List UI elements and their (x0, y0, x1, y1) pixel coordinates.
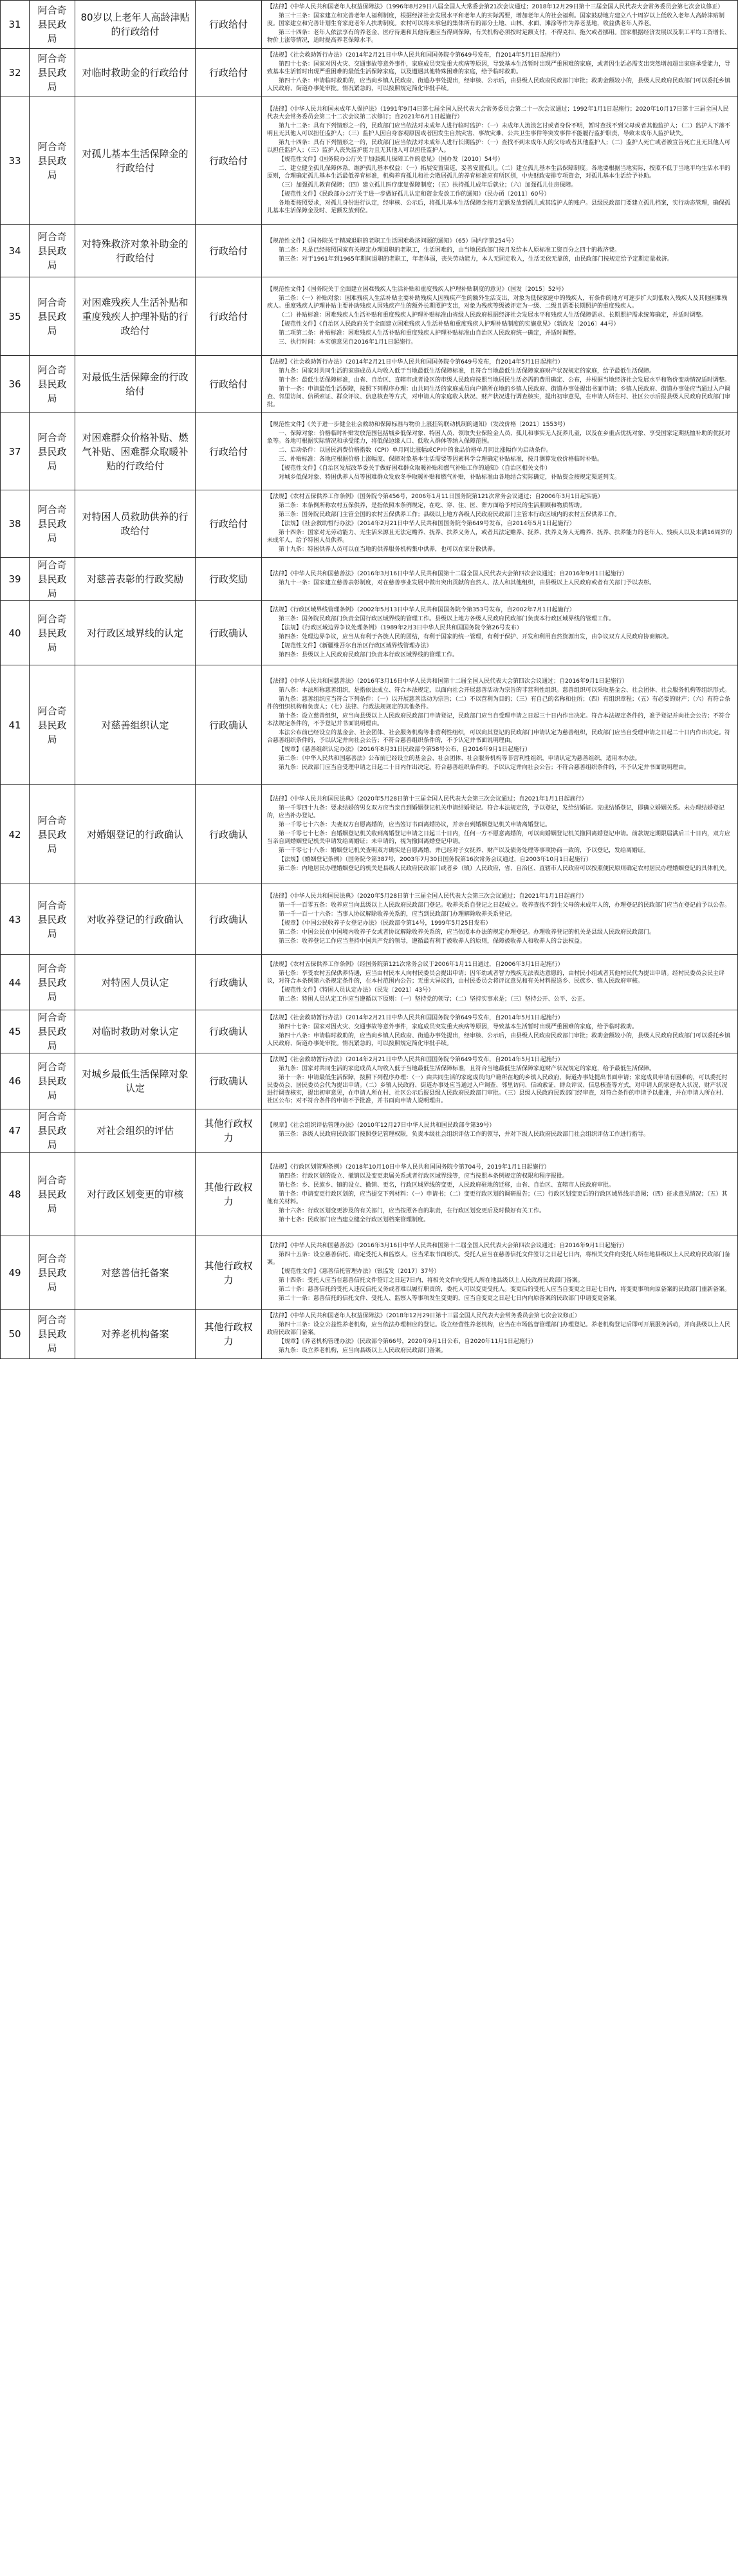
legal-basis-paragraph: 【法律】《中华人民共和国未成年人保护法》（1991年9月4日第七届全国人民代表大会常务委员会第二十一次会议通过；1992年1月1日起施行；2020年10月17日第十三届全国人民代表大会常务委员会第二十二次会议第二次修订；自2021年6月1日起施行） (267, 106, 729, 120)
legal-basis-paragraph: 【法律】《中华人民共和国慈善法》（2016年3月16日中华人民共和国第十二届全国人民代表大会第四次会议通过；自2016年9月1日起施行） (267, 1242, 628, 1249)
legal-basis-cell (262, 1053, 738, 1109)
power-type: 行政给付 (196, 490, 262, 558)
table-row (1, 413, 738, 490)
legal-basis-cell (262, 1010, 738, 1053)
legal-basis-paragraph: 第九条：国家对共同生活的家庭成员人均收入低于当地最低生活保障标准，且符合当地最低生活保障家庭财产状况规定的家庭，给予最低生活保障。 (279, 368, 656, 375)
department-name: 阿合奇县民政局 (30, 413, 75, 490)
legal-basis-paragraph: 第一千一百一十六条：当事人协议解除收养关系的，应当到民政部门办理解除收养关系登记。 (279, 911, 517, 918)
legal-basis-cell (262, 49, 738, 97)
legal-basis-paragraph: 【法规】《行政区域边界争议处理条例》（1989年2月3日中华人民共和国国务院令第26号发布） (279, 624, 522, 631)
row-number: 46 (1, 1053, 30, 1109)
power-type: 行政给付 (196, 49, 262, 97)
legal-basis-paragraph: 对城乡低保对象、特困供养人员等困难群众发放冬季取暖补贴和燃气补贴，补贴标准由各地结合实际确定，补贴资金按规定渠道列支。 (279, 474, 621, 481)
legal-basis-paragraph: 【法律】《中华人民共和国慈善法》（2016年3月16日中华人民共和国第十二届全国人民代表大会第四次会议通过；自2016年9月1日起施行） (267, 571, 628, 577)
table-row (1, 1010, 738, 1053)
department-name: 阿合奇县民政局 (30, 601, 75, 665)
department-name: 阿合奇县民政局 (30, 1153, 75, 1236)
legal-basis-paragraph: 第四十五条：设立慈善信托、确定受托人和监察人，应当采取书面形式。受托人应当在慈善信托文件签订之日起七日内，将相关文件向受托人所在地县级以上人民政府民政部门备案。 (267, 1251, 731, 1266)
department-name: 阿合奇县民政局 (30, 1236, 75, 1310)
legal-basis-paragraph: 【法律】《中华人民共和国慈善法》（2016年3月16日中华人民共和国第十二届全国人民代表大会第四次会议通过；自2016年9月1日起施行） (267, 678, 628, 685)
legal-basis-paragraph: 【法律】《中华人民共和国老年人权益保障法》（1996年8月29日八届全国人大常委会第21次会议通过；2018年12月29日第十三届全国人民代表大会常务委员会第七次会议修正） (267, 4, 724, 10)
legal-basis-paragraph: 第十七条：民政部门应当建立健全行政区划档案管理制度。 (279, 1216, 430, 1223)
legal-basis-paragraph: 【规范性文件】《自治区发展改革委关于做好困难群众取暖补贴和燃气补贴工作的通知》（自治区相关文件） (279, 465, 551, 472)
legal-basis-paragraph: 第四条：处理边界争议，应当从有利于各族人民的团结，有利于国家的统一管理，有利于保护、开发和利用自然资源出发，由争议双方人民政府协商解决。 (279, 633, 673, 640)
legal-basis-cell (262, 356, 738, 413)
legal-basis-paragraph: 【规范性文件】《自治区人民政府关于全面建立困难残疾人生活补贴和重度残疾人护理补贴制度的实施意见》（新政发〔2016〕44号） (279, 320, 620, 328)
table-row (1, 1153, 738, 1236)
legal-basis-paragraph: 第四十八条：申请临时救助的，应当向乡镇人民政府、街道办事处提出，经审核、公示后，由县级人民政府民政部门审批；救助金额较小的，县级人民政府民政部门可以委托乡镇人民政府、街道办事处审批。情况紧急的，可以按照规定简化审批手续。 (267, 78, 731, 92)
table-row (1, 1236, 738, 1310)
legal-basis-paragraph: 【规范性文件】《特困人员认定办法》（民发〔2021〕43号） (279, 987, 434, 994)
row-number: 50 (1, 1310, 30, 1359)
legal-basis-paragraph: 【法规】《行政区域界线管理条例》（2002年5月13日中华人民共和国国务院令第353号发布，自2002年7月1日起施行） (267, 606, 575, 613)
power-item-name: 对养老机构备案 (75, 1310, 196, 1359)
row-number: 33 (1, 97, 30, 225)
legal-basis-cell (262, 1109, 738, 1153)
table-row (1, 601, 738, 665)
legal-basis-paragraph: 第十条：申请变更行政区划的，应当提交下列材料：（一）申请书；（二）变更行政区划的调研报告；（三）行政区划变更后的行政区域界线示意图；（四）征求意见情况；（五）其他有关材料。 (267, 1191, 728, 1205)
legal-basis-paragraph: 【法规】《农村五保供养工作条例》（国务院令第456号，2006年1月11日国务院第121次常务会议通过；自2006年3月1日起实施） (267, 494, 604, 500)
row-number: 47 (1, 1109, 30, 1153)
legal-basis-cell (262, 955, 738, 1010)
legal-basis-paragraph: 二、启动条件：以居民消费价格指数（CPI）单月同比涨幅或CPI中的食品价格单月同比涨幅作为启动条件。 (279, 447, 552, 454)
table-row (1, 1053, 738, 1109)
legal-basis-paragraph: 第九十一条：国家建立慈善表彰制度，对在慈善事业发展中做出突出贡献的自然人、法人和其他组织，由县级以上人民政府或者有关部门予以表彰。 (279, 580, 656, 586)
legal-basis-paragraph: 一、保障对象：价格临时补贴发放范围包括城乡低保对象、特困人员、领取失业保险金人员、孤儿和事实无人抚养儿童，以及在乡重点优抚对象、享受国家定期抚恤补助的优抚对象等。各地可根据实际情况和承受能力，将低保边缘人口、低收入群体等纳入保障范围。 (267, 430, 731, 445)
row-number: 34 (1, 225, 30, 277)
legal-basis-paragraph: 第一千零七十六条：夫妻双方自愿离婚的，应当签订书面离婚协议，并亲自到婚姻登记机关申请离婚登记。 (279, 821, 551, 828)
legal-basis-paragraph: （二）补贴标准：困难残疾人生活补贴和重度残疾人护理补贴标准由省级人民政府根据经济社会发展水平和残疾人生活保障需求、长期照护需求统筹确定，并适时调整。 (279, 311, 708, 319)
legal-basis-paragraph: 【规范性文件】《关于进一步健全社会救助和保障标准与物价上涨挂钩联动机制的通知》（发改价格〔2021〕1553号） (267, 421, 569, 428)
legal-basis-paragraph: 第三条：对于1961年到1965年期间退职的老职工，年老体弱，丧失劳动能力，本人无固定收入，生活无依无靠的，由民政部门按规定给予定期定量救济。 (279, 255, 673, 263)
power-item-name: 对最低生活保障金的行政给付 (75, 356, 196, 413)
power-item-name: 对行政区域界线的认定 (75, 601, 196, 665)
row-number: 35 (1, 277, 30, 356)
legal-basis-paragraph: 【规章】《慈善组织认定办法》（2016年8月31日民政部令第58号公布，自2016年9月1日起施行） (279, 746, 531, 753)
department-name: 阿合奇县民政局 (30, 1109, 75, 1153)
power-type: 行政确认 (196, 1010, 262, 1053)
power-type: 其他行政权力 (196, 1109, 262, 1153)
legal-basis-paragraph: 第九条：民政部门应当自受理申请之日起二十日内作出决定。符合慈善组织条件的，予以认定并向社会公告；不符合慈善组织条件的，不予认定并书面说明理由。 (279, 764, 690, 771)
legal-basis-paragraph: 【法规】《社会救助暂行办法》（2014年2月21日中华人民共和国国务院令第649号发布，自2014年5月1日起施行） (279, 521, 575, 527)
power-type: 行政奖励 (196, 558, 262, 601)
row-number: 40 (1, 601, 30, 665)
legal-basis-cell (262, 97, 738, 225)
power-item-name: 对行政区划变更的审核 (75, 1153, 196, 1236)
row-number: 31 (1, 1, 30, 49)
legal-basis-paragraph: 第一千零四十九条：要求结婚的男女双方应当亲自到婚姻登记机关申请结婚登记。符合本法规定的，予以登记，发给结婚证。完成结婚登记，即确立婚姻关系。未办理结婚登记的，应当补办登记。 (267, 804, 725, 819)
legal-basis-paragraph: 第一千零七十七条：自婚姻登记机关收到离婚登记申请之日起三十日内，任何一方不愿意离婚的，可以向婚姻登记机关撤回离婚登记申请。前款规定期限届满后三十日内，双方应当亲自到婚姻登记机关申请发给离婚证；未申请的，视为撤回离婚登记申请。 (267, 830, 731, 845)
legal-basis-cell (262, 490, 738, 558)
legal-basis-paragraph: 第八条：本法所称慈善组织，是指依法成立、符合本法规定，以面向社会开展慈善活动为宗旨的非营利性组织。慈善组织可以采取基金会、社会团体、社会服务机构等组织形式。 (279, 687, 731, 694)
legal-basis-cell (262, 1153, 738, 1236)
department-name: 阿合奇县民政局 (30, 1, 75, 49)
legal-basis-paragraph: 第四十七条：国家对因火灾、交通事故等意外事件，家庭成员突发重大疾病等原因，导致基本生活暂时出现严重困难的家庭，给予临时救助。 (279, 1024, 638, 1030)
power-item-name: 对临时救助金的行政给付 (75, 49, 196, 97)
legal-basis-paragraph: 第十四条：国家对无劳动能力、无生活来源且无法定赡养、抚养、扶养义务人，或者其法定赡养、抚养、扶养义务人无赡养、抚养、扶养能力的老年人、残疾人以及未满16周岁的未成年人，给予特困人员供养。 (267, 530, 732, 544)
legal-basis-paragraph: 第四十八条：申请临时救助的，应当向乡镇人民政府、街道办事处提出，经审核、公示后，由县级人民政府民政部门审批；救助金额较小的，县级人民政府民政部门可以委托乡镇人民政府、街道办事处审批。情况紧急的，可以按照规定简化审批手续。 (267, 1033, 731, 1047)
legal-basis-paragraph: 第二条：《中华人民共和国慈善法》公布前已经设立的基金会、社会团体、社会服务机构等非营利性组织，申请认定为慈善组织，适用本办法。 (279, 755, 641, 762)
legal-basis-paragraph: 第三十三条：国家建立和完善老年人福利制度，根据经济社会发展水平和老年人的实际需要，增加老年人的社会福利。国家鼓励地方建立八十周岁以上低收入老年人高龄津贴制度。国家建立和完善计划生育家庭老年人扶助制度。农村可以将未承包的集体所有的部分土地、山林、水面、滩涂等作为养老基地，收益供老年人养老。 (267, 13, 725, 27)
legal-basis-paragraph: 第四十三条：设立公益性养老机构，应当依法办理相应的登记。设立经营性养老机构，应当在市场监督管理部门办理登记。养老机构登记后即可开展服务活动，并向县级以上人民政府民政部门备案。 (267, 1322, 731, 1336)
power-type: 行政确认 (196, 665, 262, 785)
legal-basis-cell (262, 1236, 738, 1310)
table-row (1, 665, 738, 785)
legal-basis-paragraph: 第四十七条：国家对因火灾、交通事故等意外事件，家庭成员突发重大疾病等原因，导致基本生活暂时出现严重困难的家庭，或者因生活必需支出突然增加超出家庭承受能力，导致基本生活暂时出现严重困难的最低生活保障家庭，以及遭遇其他特殊困难的家庭，给予临时救助。 (267, 61, 731, 75)
legal-basis-paragraph: 三、执行时间：本实施意见自2016年1月1日起施行。 (279, 338, 417, 346)
legal-basis-paragraph: （三）加强孤儿教育保障；（四）建立孤儿医疗康复保障制度；（五）扶持孤儿成年后就业；（六）加强孤儿住房保障。 (279, 181, 577, 189)
department-name: 阿合奇县民政局 (30, 955, 75, 1010)
legal-basis-paragraph: 第九条：设立养老机构，应当向县级以上人民政府民政部门备案。 (279, 1348, 447, 1354)
legal-basis-cell (262, 785, 738, 884)
power-item-name: 对城乡最低生活保障对象认定 (75, 1053, 196, 1109)
row-number: 41 (1, 665, 30, 785)
power-item-name: 对困难残疾人生活补贴和重度残疾人护理补贴的行政给付 (75, 277, 196, 356)
legal-basis-paragraph: 本法公布前已经设立的基金会、社会团体、社会服务机构等非营利性组织，可以向其登记的民政部门申请认定为慈善组织，民政部门应当自受理申请之日起二十日内作出决定。符合慈善组织条件的，予以认定并向社会公告；不符合慈善组织条件的，不予认定并书面说明理由。 (267, 729, 731, 744)
legal-basis-paragraph: 第二条：特困人员认定工作应当遵循以下原则：（一）坚持党的领导；（二）坚持实事求是；（三）坚持公开、公平、公正。 (279, 996, 589, 1003)
legal-basis-paragraph: 【规范性文件】《慈善信托管理办法》（银监发〔2017〕37号） (279, 1268, 440, 1275)
legal-basis-paragraph: 【法规】《社会救助暂行办法》（2014年2月21日中华人民共和国国务院令第649号发布，自2014年5月1日起施行） (267, 52, 564, 59)
legal-basis-paragraph: 【法规】《社会救助暂行办法》（2014年2月21日中华人民共和国国务院令第649号发布，自2014年5月1日起施行） (267, 1057, 564, 1063)
table-row (1, 356, 738, 413)
department-name: 阿合奇县民政局 (30, 665, 75, 785)
legal-basis-paragraph: 第四条：行政区划的设立、撤销以及变更隶属关系或者行政区域界线等，应当按照本条例规定的权限和程序报批。 (279, 1172, 569, 1180)
legal-basis-paragraph: 【规范性文件】《国务院关于精减退职的老职工生活困难救济问题的通知》（65）国内字第254号） (267, 237, 517, 245)
department-name: 阿合奇县民政局 (30, 884, 75, 955)
row-number: 44 (1, 955, 30, 1010)
legal-basis-paragraph: 第三条：各级人民政府民政部门按照登记管理权限，负责本级社会组织评估工作的领导，并对下级人民政府民政部门社会组织评估工作进行指导。 (279, 1131, 650, 1138)
legal-basis-paragraph: 【规章】《养老机构管理办法》（民政部令第66号，2020年9月1日公布，自2020年11月1日起施行） (279, 1339, 537, 1345)
legal-basis-paragraph: 第二条：凡是已经按照国家有关规定办理退职的老职工，生活困难的，由当地民政部门按月发给本人原标准工资百分之四十的救济费。 (279, 246, 621, 254)
legal-basis-paragraph: 第九条：慈善组织应当符合下列条件：（一）以开展慈善活动为宗旨；（二）不以营利为目的；（三）有自己的名称和住所；（四）有组织章程；（五）有必要的财产；（六）有符合条件的组织机构和负责人；（七）法律、行政法规规定的其他条件。 (267, 696, 731, 710)
legal-basis-paragraph: 【法规】《农村五保供养工作条例》（经国务院第121次常务会议于2006年1月11日通过，自2006年3月1日起施行） (267, 961, 564, 968)
legal-basis-paragraph: 第十九条：特困供养人员可以在当地的供养服务机构集中供养，也可以在家分散供养。 (279, 546, 499, 553)
legal-basis-cell (262, 665, 738, 785)
legal-basis-paragraph: 第一千一百零五条：收养应当向县级以上人民政府民政部门登记。收养关系自登记之日起成立。收养查找不到生父母的未成年人的，办理登记的民政部门应当在登记前予以公告。 (279, 902, 731, 909)
legal-basis-paragraph: 第十一条：申请最低生活保障，按照下列程序办理：由共同生活的家庭成员向户籍所在地的乡镇人民政府、街道办事处提出书面申请；乡镇人民政府、街道办事处应当通过入户调查、邻里访问、信函索证、群众评议、信息核查等方式，对申请人的家庭收入状况、财产状况进行调查核实，提出初审意见，在申请人所在村、社区公示后报县级人民政府民政部门审批。 (267, 386, 731, 408)
legal-basis-paragraph: 第二十一条：慈善信托的信托文件、受托人、监察人等事项发生变更的，应当自变更之日起七日内向原备案的民政部门申请变更备案。 (279, 1295, 621, 1302)
legal-basis-paragraph: 第一千零七十八条：婚姻登记机关查明双方确实是自愿离婚，并已经对子女抚养、财产以及债务处理等事项协商一致的，予以登记，发给离婚证。 (279, 847, 650, 854)
legal-basis-paragraph: 第七条：乡、民族乡、镇的设立、撤销、更名，行政区域界线的变更，人民政府驻地的迁移，由省、自治区、直辖市人民政府审批。 (279, 1181, 615, 1189)
power-item-name: 对特殊救济对象补助金的行政给付 (75, 225, 196, 277)
table-row (1, 1310, 738, 1359)
legal-basis-paragraph: 第十条：最低生活保障标准，由省、自治区、直辖市或者设区的市级人民政府按照当地居民生活必需的费用确定、公布，并根据当地经济社会发展水平和物价变动情况适时调整。 (279, 377, 731, 384)
legal-basis-paragraph: 【法律】《中华人民共和国民法典》（2020年5月28日第十三届全国人民代表大会第三次会议通过；自2021年1月1日起施行） (267, 795, 587, 802)
legal-basis-paragraph: 第九条：国家对共同生活的家庭成员人均收入低于当地最低生活保障标准，且符合当地最低生活保障家庭财产状况规定的家庭，给予最低生活保障。 (279, 1066, 656, 1072)
legal-basis-paragraph: 各地要按照要求，对孤儿身份进行认定，经审核、公示后，将孤儿基本生活保障金按月足额发放到孤儿或其监护人的账户。县级民政部门要建立孤儿档案，实行动态管理，确保孤儿基本生活保障金及时、足额发放到位。 (267, 199, 731, 214)
department-name: 阿合奇县民政局 (30, 277, 75, 356)
row-number: 43 (1, 884, 30, 955)
table-row (1, 225, 738, 277)
legal-basis-paragraph: 第十四条：受托人应当在慈善信托文件签订之日起7日内，将相关文件向受托人所在地县级以上人民政府民政部门备案。 (279, 1277, 584, 1284)
power-type: 行政确认 (196, 884, 262, 955)
table-row (1, 97, 738, 225)
legal-basis-cell (262, 277, 738, 356)
power-item-name: 对婚姻登记的行政确认 (75, 785, 196, 884)
power-type: 行政确认 (196, 955, 262, 1010)
legal-basis-paragraph: 第二项第二条：补贴标准：困难残疾人生活补贴和重度残疾人护理补贴标准由自治区人民政府统一确定，并适时调整。 (279, 329, 580, 337)
legal-basis-paragraph: 第九十四条：具有下列情形之一的，民政部门应当依法对未成年人进行长期监护：（一）查找不到未成年人的父母或者其他监护人；（二）监护人死亡或者被宣告死亡且无其他人可以担任监护人；（三）监护人丧失监护能力且无其他人可以担任监护人。 (267, 139, 731, 154)
table-row (1, 884, 738, 955)
row-number: 42 (1, 785, 30, 884)
power-type: 行政给付 (196, 413, 262, 490)
legal-basis-paragraph: 【规范性文件】《新疆维吾尔自治区行政区域界线管理办法》 (279, 642, 432, 649)
power-item-name: 对特困人员救助供养的行政给付 (75, 490, 196, 558)
table-row (1, 1109, 738, 1153)
power-item-name: 对慈善表彰的行政奖励 (75, 558, 196, 601)
department-name: 阿合奇县民政局 (30, 490, 75, 558)
power-item-name: 80岁以上老年人高龄津贴的行政给付 (75, 1, 196, 49)
row-number: 37 (1, 413, 30, 490)
power-type: 行政给付 (196, 225, 262, 277)
power-type: 行政确认 (196, 785, 262, 884)
power-item-name: 对收养登记的行政确认 (75, 884, 196, 955)
legal-basis-paragraph: 二、建立健全孤儿保障体系，维护孤儿基本权益：（一）拓展安置渠道，妥善安置孤儿。（二）建立孤儿基本生活保障制度。各地要根据当地实际，按照不低于当地平均生活水平的原则，合理确定孤儿基本生活最低养育标准，机构养育孤儿和社会散居孤儿的养育标准应有所区别，中央财政安排专项资金，对孤儿基本生活给予补助。 (267, 165, 731, 180)
legal-basis-paragraph: 第二条：本条例所称农村五保供养，是指依照本条例规定，在吃、穿、住、医、葬方面给予村民的生活照顾和物质帮助。 (279, 503, 586, 509)
power-type: 行政确认 (196, 1053, 262, 1109)
legal-basis-paragraph: 【规章】《中国公民收养子女登记办法》（民政部令第14号，1999年5月25日发布） (279, 920, 492, 927)
power-item-name: 对慈善组织认定 (75, 665, 196, 785)
table-row (1, 490, 738, 558)
power-item-name: 对困难群众价格补贴、燃气补贴、困难群众取暖补贴的行政给付 (75, 413, 196, 490)
legal-basis-paragraph: 【法律】《中华人民共和国民法典》（2020年5月28日第十三届全国人民代表大会第三次会议通过；自2021年1月1日起施行） (267, 893, 587, 900)
department-name: 阿合奇县民政局 (30, 558, 75, 601)
power-item-name: 对特困人员认定 (75, 955, 196, 1010)
table-row (1, 1, 738, 49)
legal-basis-paragraph: 第十六条：行政区划变更涉及的有关部门，应当按照各自的职责，在行政区划变更后及时做好有关工作。 (279, 1207, 546, 1214)
legal-basis-paragraph: 第三条：收养登记工作应当坚持中国共产党的领导，遵循最有利于被收养人的原则，保障被收养人和收养人的合法权益。 (279, 938, 586, 945)
legal-basis-cell (262, 558, 738, 601)
legal-basis-paragraph: 第十一条：申请最低生活保障，按照下列程序办理：（一）由共同生活的家庭成员向户籍所在地的乡镇人民政府、街道办事处提出书面申请；家庭成员申请有困难的，可以委托村民委员会、居民委员会代为提出申请。（二）乡镇人民政府、街道办事处应当通过入户调查、邻里访问、信函索证、群众评议、信息核查等方式，对申请人的家庭收入状况、财产状况进行调查核实，提出初审意见，在申请人所在村、社区公示后报县级人民政府民政部门审批。（三）县级人民政府民政部门经审查，对符合条件的申请予以批准，并在申请人所在村、社区公布；对不符合条件的申请不予批准，并书面向申请人说明理由。 (267, 1075, 728, 1104)
table-row (1, 955, 738, 1010)
legal-basis-paragraph: 三、补贴标准：各地应根据价格上涨幅度、保障对象基本生活需要等因素科学合理确定补贴标准，按月测算发放价格临时补贴。 (279, 456, 604, 463)
power-item-name: 对慈善信托备案 (75, 1236, 196, 1310)
power-item-name: 对临时救助对象认定 (75, 1010, 196, 1053)
legal-basis-paragraph: 第二条：内地居民办理婚姻登记的机关是县级人民政府民政部门或者乡（镇）人民政府，省、自治区、直辖市人民政府可以按照便民原则确定农村居民办理婚姻登记的具体机关。 (279, 865, 731, 872)
legal-basis-paragraph: 【法规】《社会救助暂行办法》（2014年2月21日中华人民共和国国务院令第649号发布，自2014年5月1日起施行） (267, 359, 564, 366)
table-row (1, 785, 738, 884)
legal-basis-cell (262, 884, 738, 955)
legal-basis-paragraph: 第二十条：慈善信托的受托人违反信托义务或者难以履行职责的，委托人可以变更受托人。变更后的受托人应当自变更之日起七日内，将变更事项向原备案的民政部门重新备案。 (279, 1286, 731, 1293)
legal-basis-paragraph: 第三十四条：老年人依法享有的养老金、医疗待遇和其他待遇应当得到保障，有关机构必须按时足额支付，不得克扣、拖欠或者挪用。国家根据经济发展以及职工平均工资增长、物价上涨等情况，适时提高养老保障水平。 (267, 30, 731, 44)
legal-basis-paragraph: 【规章】《社会组织评估管理办法》（2010年12月27日中华人民共和国民政部令第39号） (267, 1122, 495, 1129)
legal-basis-paragraph: 【规范性文件】《国务院办公厅关于加强孤儿保障工作的意见》（国办发〔2010〕54号） (279, 156, 504, 163)
power-item-name: 对孤儿基本生活保障金的行政给付 (75, 97, 196, 225)
department-name: 阿合奇县民政局 (30, 356, 75, 413)
legal-basis-paragraph: 【规范性文件】《民政部办公厅关于进一步做好孤儿认定和资金发放工作的通知》（民办函〔2011〕60号） (279, 190, 550, 198)
department-name: 阿合奇县民政局 (30, 97, 75, 225)
legal-basis-paragraph: 第四条：县级以上人民政府民政部门负责本行政区域界线的管理工作。 (279, 651, 459, 658)
legal-basis-cell (262, 1310, 738, 1359)
legal-basis-paragraph: 第三条：国务院民政部门主管全国的农村五保供养工作；县级以上地方各级人民政府民政部门主管本行政区域内的农村五保供养工作。 (279, 512, 621, 518)
department-name: 阿合奇县民政局 (30, 1310, 75, 1359)
power-type: 行政给付 (196, 1, 262, 49)
power-type: 行政给付 (196, 277, 262, 356)
legal-basis-cell (262, 601, 738, 665)
table-body (1, 1, 738, 1359)
legal-basis-paragraph: 【法规】《社会救助暂行办法》（2014年2月21日中华人民共和国国务院令第649号发布，自2014年5月1日起施行） (267, 1015, 564, 1021)
legal-basis-paragraph: 第三条：国务院民政部门负责全国行政区域界线的管理工作。县级以上地方各级人民政府民政部门负责本行政区域界线的管理工作。 (279, 615, 615, 622)
row-number: 48 (1, 1153, 30, 1236)
table-row (1, 49, 738, 97)
power-item-name: 对社会组织的评估 (75, 1109, 196, 1153)
row-number: 39 (1, 558, 30, 601)
row-number: 38 (1, 490, 30, 558)
table-row (1, 558, 738, 601)
legal-basis-paragraph: 第九十二条：具有下列情形之一的，民政部门应当依法对未成年人进行临时监护：（一）未成年人流浪乞讨或者身份不明，暂时查找不到父母或者其他监护人；（二）监护人下落不明且无其他人可以担任监护人；（三）监护人因自身客观原因或者因发生自然灾害、事故灾难、公共卫生事件等突发事件不能履行监护职责，导致未成年人监护缺失。 (267, 122, 731, 137)
legal-basis-cell (262, 413, 738, 490)
legal-basis-paragraph: 【法律】《中华人民共和国老年人权益保障法》（2018年12月29日第十三届全国人民代表大会常务委员会第七次会议修正） (267, 1313, 580, 1319)
table-row (1, 277, 738, 356)
legal-basis-paragraph: 【法规】《婚姻登记条例》（国务院令第387号，2003年7月30日国务院第16次常务会议通过，自2003年10月1日起施行） (279, 856, 592, 863)
department-name: 阿合奇县民政局 (30, 785, 75, 884)
department-name: 阿合奇县民政局 (30, 1010, 75, 1053)
legal-basis-paragraph: 【法规】《行政区划管理条例》（2018年10月10日中华人民共和国国务院令第704号，2019年1月1日起施行） (267, 1163, 550, 1171)
row-number: 45 (1, 1010, 30, 1053)
power-type: 行政给付 (196, 356, 262, 413)
legal-basis-paragraph: 第七条：享受农村五保供养待遇，应当由村民本人向村民委员会提出申请；因年幼或者智力残疾无法表达意愿的，由村民小组或者其他村民代为提出申请。经村民委员会民主评议，对符合本条例第六条规定条件的，在本村范围内公告；无重大异议的，由村民委员会将评议意见和有关材料报送乡、民族乡、镇人民政府审核。 (267, 970, 725, 985)
department-name: 阿合奇县民政局 (30, 49, 75, 97)
department-name: 阿合奇县民政局 (30, 1053, 75, 1109)
legal-basis-paragraph: 第二条：中国公民在中国境内收养子女或者协议解除收养关系的，应当依照本办法的规定办理登记。办理收养登记的机关是县级人民政府民政部门。 (279, 929, 656, 936)
power-type: 其他行政权力 (196, 1153, 262, 1236)
row-number: 32 (1, 49, 30, 97)
row-number: 36 (1, 356, 30, 413)
power-type: 其他行政权力 (196, 1236, 262, 1310)
legal-basis-paragraph: 第十条：设立慈善组织，应当向县级以上人民政府民政部门申请登记，民政部门应当自受理申请之日起三十日内作出决定。符合本法规定条件的，准予登记并向社会公告；不符合本法规定条件的，不予登记并书面说明理由。 (267, 712, 731, 727)
row-number: 49 (1, 1236, 30, 1310)
power-type: 其他行政权力 (196, 1310, 262, 1359)
department-name: 阿合奇县民政局 (30, 225, 75, 277)
legal-basis-cell (262, 1, 738, 49)
power-type: 行政确认 (196, 601, 262, 665)
legal-basis-cell (262, 225, 738, 277)
power-type: 行政给付 (196, 97, 262, 225)
legal-basis-paragraph: 【规范性文件】《国务院关于全面建立困难残疾人生活补贴和重度残疾人护理补贴制度的意见》（国发〔2015〕52号） (267, 286, 567, 293)
legal-basis-paragraph: 第二条：（一）补贴对象：困难残疾人生活补贴主要补助残疾人因残疾产生的额外生活支出，对象为低保家庭中的残疾人，有条件的地方可逐步扩大到低收入残疾人及其他困难残疾人。重度残疾人护理补贴主要补助残疾人因残疾产生的额外长期照护支出，对象为残疾等级被评定为一级、二级且需要长期照护的重度残疾人。 (267, 295, 728, 310)
